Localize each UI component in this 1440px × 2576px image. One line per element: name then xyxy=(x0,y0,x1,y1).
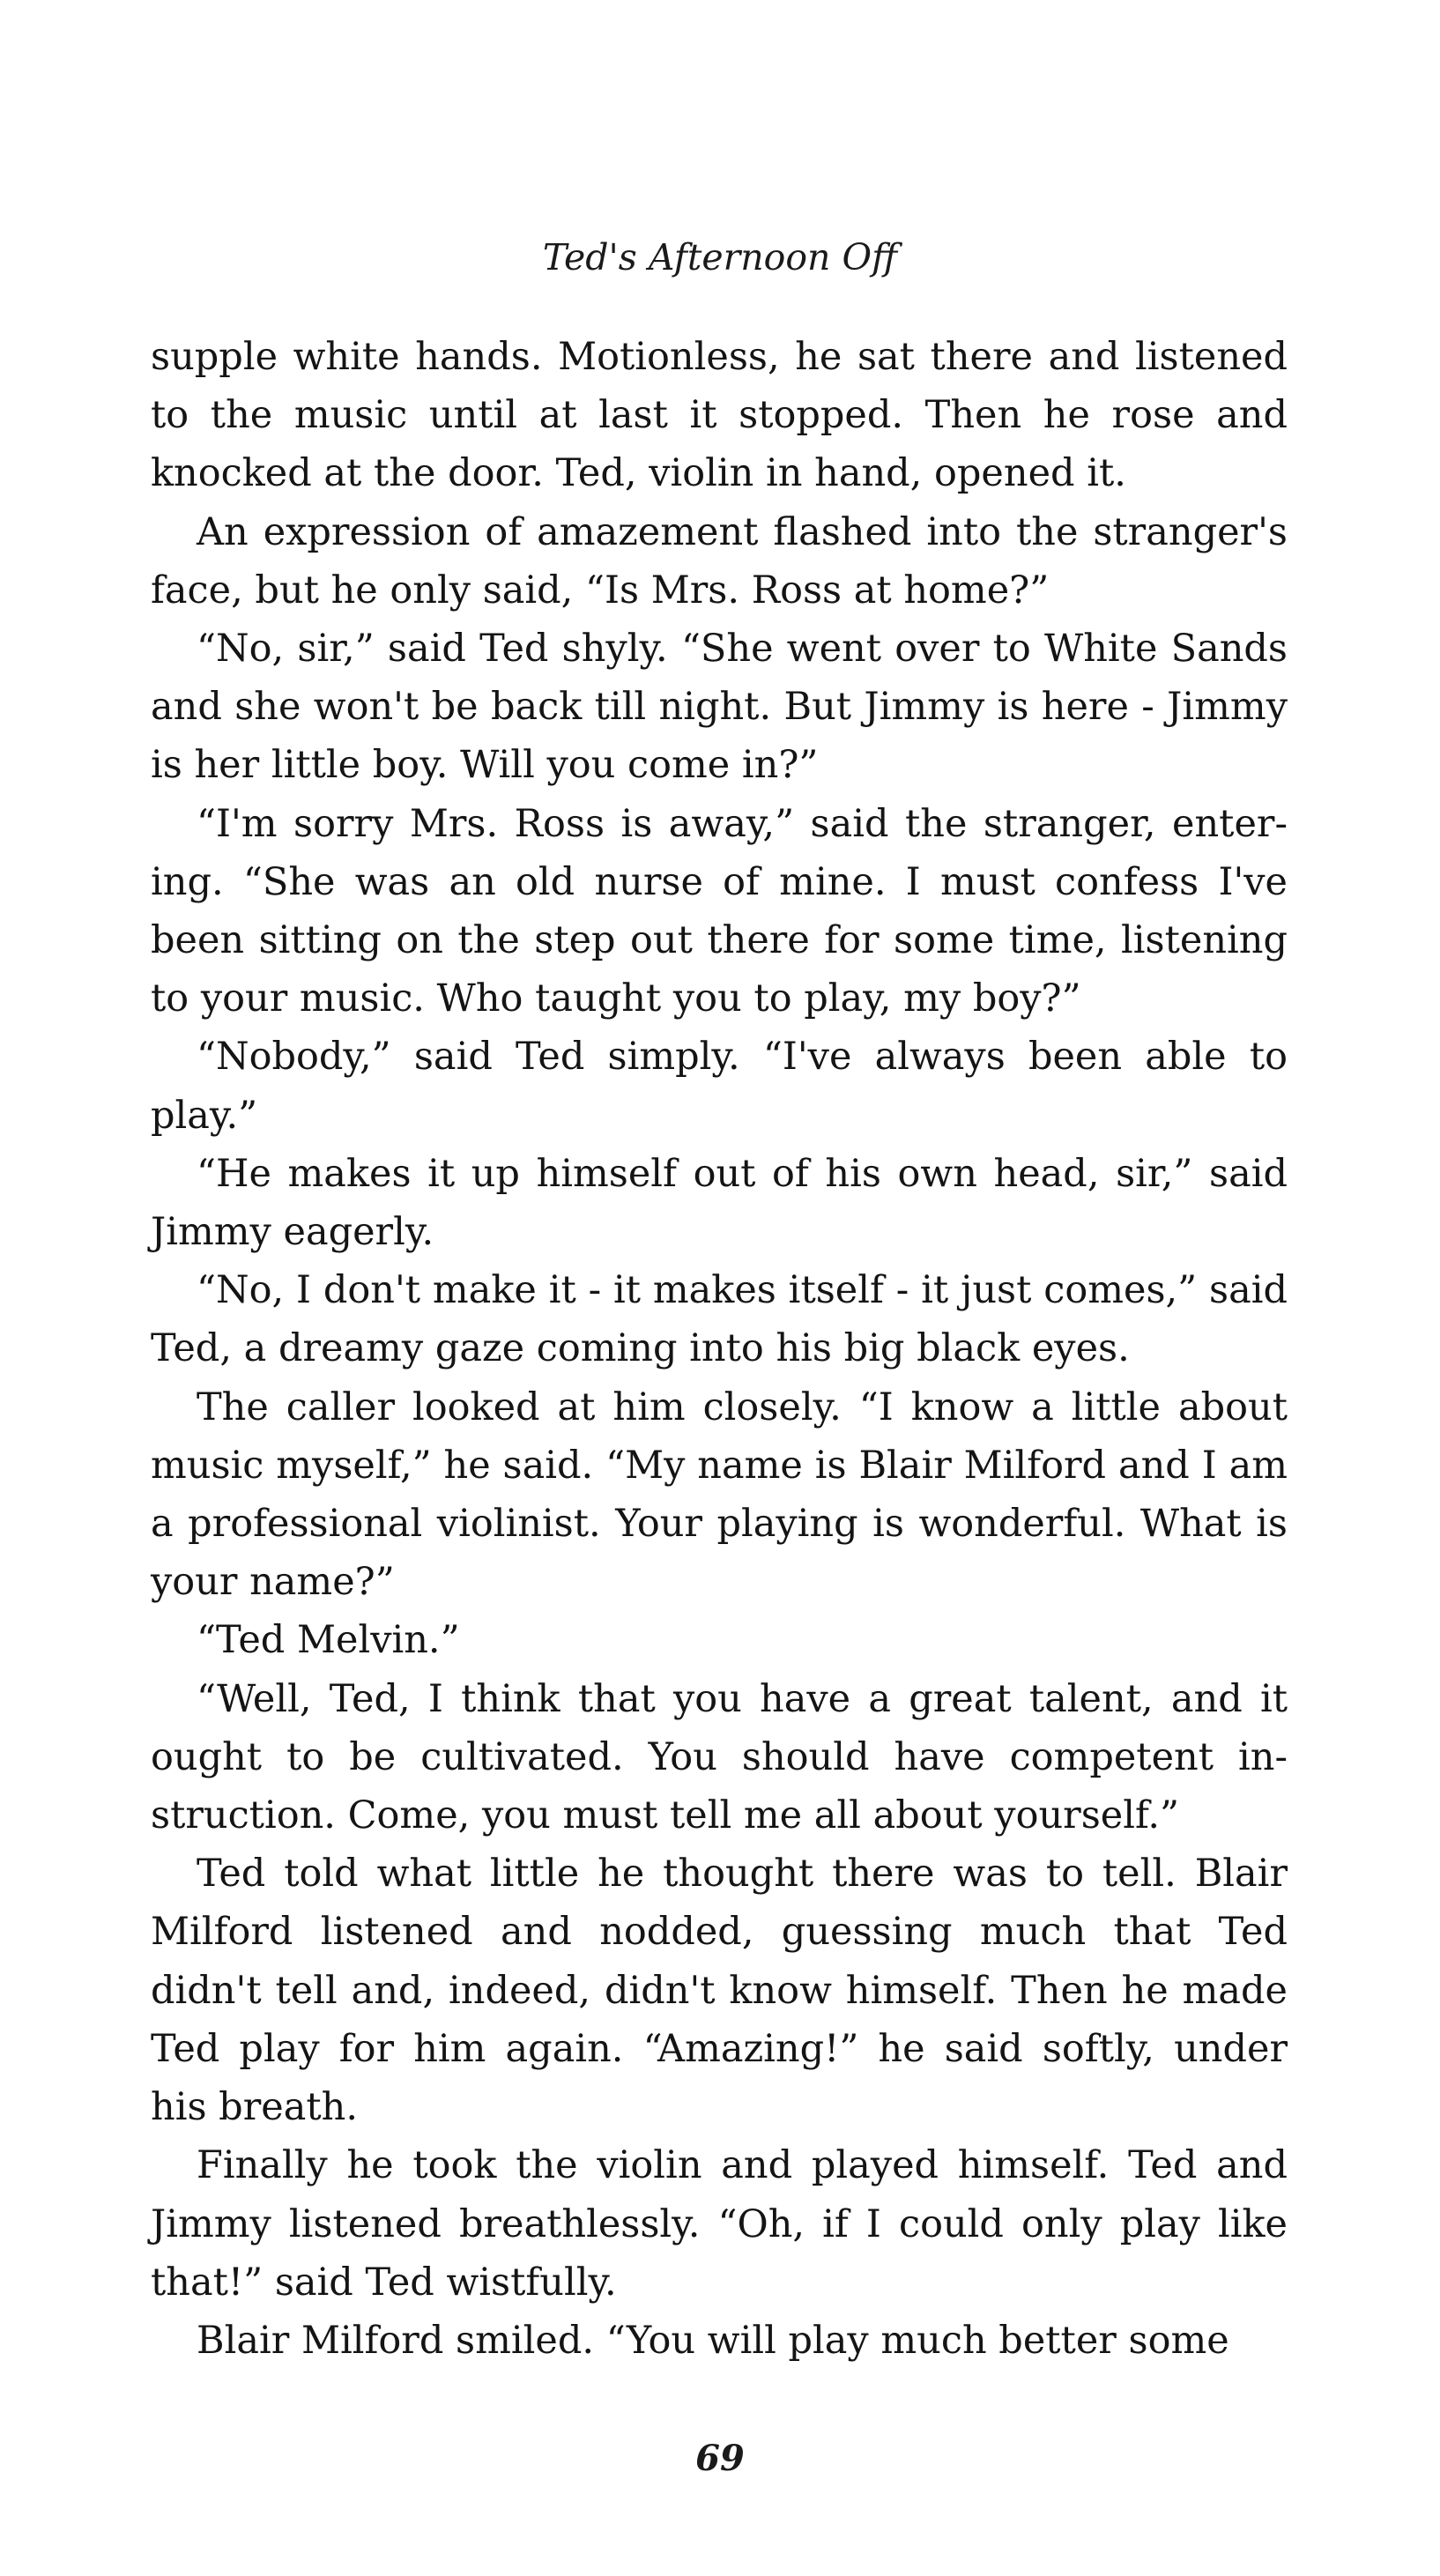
body-text xyxy=(151,328,1288,2370)
paragraph-10: “Well, Ted, I think that you have a great talent, and it ought to be cultivated. You should have competent instruction. Come, you must tell me all about yourself.” xyxy=(151,1676,1288,1838)
page-number: 69 xyxy=(695,2438,745,2479)
paragraph-12: Finally he took the violin and played himself. Ted and Jimmy listened breathlessly. “Oh, if I could only play like that!” said Ted wistfully. xyxy=(151,2143,1288,2305)
paragraph-7: “No, I don't make it - it makes itself - it just comes,” said Ted, a dreamy gaze coming into his big black eyes. xyxy=(151,1268,1288,1371)
paragraph-8: The caller looked at him closely. “I know a little about music myself,” he said. “My name is Blair Milford and I am a professional violinist. Your playing is wonderful. What is your name?” xyxy=(151,1385,1288,1605)
paragraph-4: “I'm sorry Mrs. Ross is away,” said the stranger, entering. “She was an old nurse of mine. I must confess I've been sitting on the step out there for some time, listening to your music. Who taught you to play, my boy?” xyxy=(151,801,1288,1021)
paragraph-3: “No, sir,” said Ted shyly. “She went over to White Sands and she won't be back till night. But Jimmy is here - Jimmy is her little boy. Will you come in?” xyxy=(151,627,1288,788)
paragraph-6: “He makes it up himself out of his own head, sir,” said Jimmy eagerly. xyxy=(151,1151,1288,1255)
paragraph-5: “Nobody,” said Ted simply. “I've always been able to play.” xyxy=(151,1035,1288,1138)
paragraph-1: supple white hands. Motionless, he sat there and listened to the music until at last it stopped. Then he rose and knocked at the door. Ted, violin in hand, opened it. xyxy=(151,335,1288,496)
paragraph-2: An expression of amazement flashed into the stranger's face, but he only said, “Is Mrs. Ross at home?” xyxy=(151,509,1288,612)
paragraph-13: Blair Milford smiled. “You will play much better some xyxy=(197,2318,1229,2363)
running-head: Ted's Afternoon Off xyxy=(542,236,898,278)
paragraph-9: “Ted Melvin.” xyxy=(197,1618,460,1663)
paragraph-11: Ted told what little he thought there was to tell. Blair Milford listened and nodded, guessing much that Ted didn't tell and, indeed, didn't know himself. Then he made Ted play for him again. “Amazing!” he said softly, under his breath. xyxy=(151,1852,1288,2130)
